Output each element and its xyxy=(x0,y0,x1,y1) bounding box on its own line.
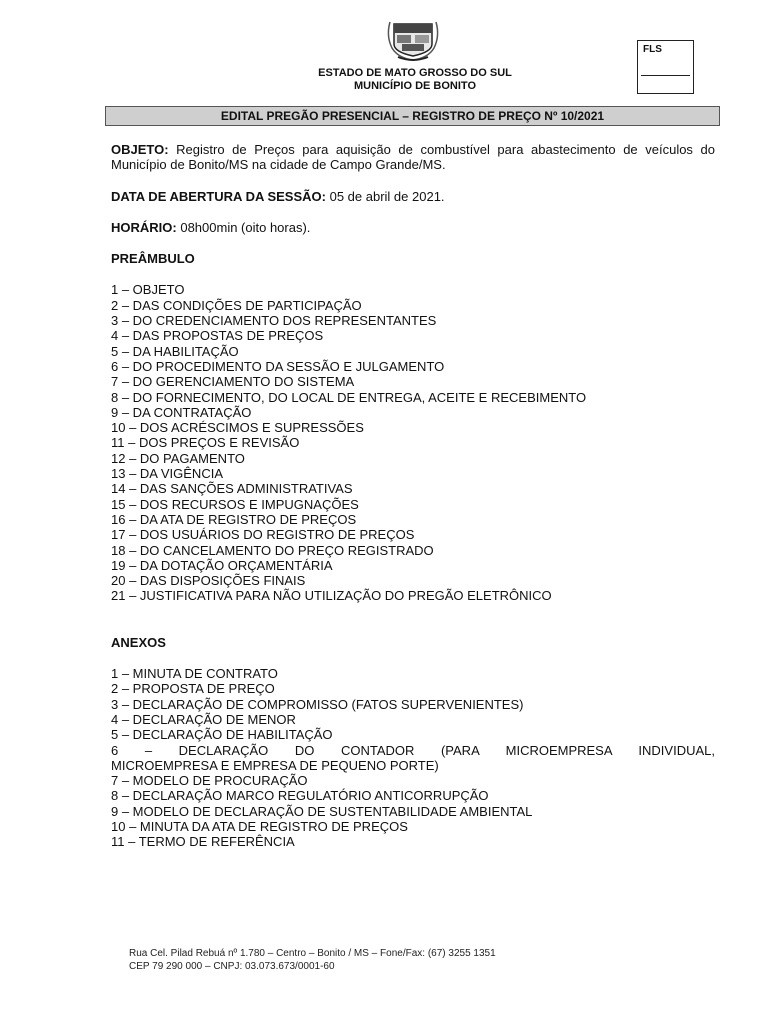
objeto-label: OBJETO: xyxy=(111,142,169,157)
list-item: 9 – DA CONTRATAÇÃO xyxy=(111,404,252,420)
municipal-coat-of-arms-icon xyxy=(384,14,442,64)
list-item: 11 – TERMO DE REFERÊNCIA xyxy=(111,834,295,850)
list-item: 20 – DAS DISPOSIÇÕES FINAIS xyxy=(111,573,306,589)
abertura-paragraph xyxy=(111,189,715,204)
list-item: 5 – DA HABILITAÇÃO xyxy=(111,343,239,359)
state-name: ESTADO DE MATO GROSSO DO SUL xyxy=(318,67,512,79)
footer-cep-cnpj: CEP 79 290 000 – CNPJ: 03.073.673/0001-60 xyxy=(129,961,335,972)
preambulo-list xyxy=(111,282,715,603)
list-item: 21 – JUSTIFICATIVA PARA NÃO UTILIZAÇÃO DO PREGÃO ELETRÔNICO xyxy=(111,588,552,604)
list-item: 16 – DA ATA DE REGISTRO DE PREÇOS xyxy=(111,511,357,527)
anexos-list xyxy=(111,666,715,850)
list-item-continuation: MICROEMPRESA E EMPRESA DE PEQUENO PORTE) xyxy=(111,757,439,773)
fls-signature-line xyxy=(641,75,690,76)
document-title: EDITAL PREGÃO PRESENCIAL – REGISTRO DE PREÇO Nº 10/2021 xyxy=(105,106,720,126)
fls-page-box xyxy=(637,40,694,94)
list-item: 4 – DECLARAÇÃO DE MENOR xyxy=(111,711,296,727)
list-item: 14 – DAS SANÇÕES ADMINISTRATIVAS xyxy=(111,481,353,497)
list-item: 19 – DA DOTAÇÃO ORÇAMENTÁRIA xyxy=(111,557,333,573)
list-item: 8 – DO FORNECIMENTO, DO LOCAL DE ENTREGA, ACEITE E RECEBIMENTO xyxy=(111,389,587,405)
list-item: 3 – DO CREDENCIAMENTO DOS REPRESENTANTES xyxy=(111,313,437,329)
horario-paragraph xyxy=(111,220,715,235)
list-item: 5 – DECLARAÇÃO DE HABILITAÇÃO xyxy=(111,727,333,743)
objeto-paragraph xyxy=(111,142,715,173)
list-item: 7 – MODELO DE PROCURAÇÃO xyxy=(111,773,308,789)
list-item: 15 – DOS RECURSOS E IMPUGNAÇÕES xyxy=(111,496,359,512)
objeto-text: Registro de Preços para aquisição de combustível para abastecimento de veículos do Município de Bonito/MS na cidade de Campo Grande/MS. xyxy=(111,142,715,173)
list-item: 12 – DO PAGAMENTO xyxy=(111,450,245,466)
list-item: 6 – DO PROCEDIMENTO DA SESSÃO E JULGAMENTO xyxy=(111,358,445,374)
list-item: 4 – DAS PROPOSTAS DE PREÇOS xyxy=(111,328,324,344)
list-item: 1 – MINUTA DE CONTRATO xyxy=(111,666,278,682)
list-item: 2 – PROPOSTA DE PREÇO xyxy=(111,681,275,697)
preambulo-title: PREÂMBULO xyxy=(111,251,195,267)
list-item: 9 – MODELO DE DECLARAÇÃO DE SUSTENTABILIDADE AMBIENTAL xyxy=(111,803,533,819)
list-item-line: 6 – DECLARAÇÃO DO CONTADOR (PARA MICROEMPRESA INDIVIDUAL, xyxy=(111,742,715,758)
list-item: 11 – DOS PREÇOS E REVISÃO xyxy=(111,435,300,451)
list-item: 18 – DO CANCELAMENTO DO PREÇO REGISTRADO xyxy=(111,542,434,558)
fls-label: FLS xyxy=(643,44,662,55)
list-item: 2 – DAS CONDIÇÕES DE PARTICIPAÇÃO xyxy=(111,297,362,313)
horario-text: 08h00min (oito horas). xyxy=(180,219,311,235)
footer-address: Rua Cel. Pilad Rebuá nº 1.780 – Centro – Bonito / MS – Fone/Fax: (67) 3255 1351 xyxy=(129,948,496,959)
list-item: 13 – DA VIGÊNCIA xyxy=(111,466,223,482)
municipality-name: MUNICÍPIO DE BONITO xyxy=(353,80,477,92)
anexos-title: ANEXOS xyxy=(111,634,166,650)
header-text xyxy=(250,67,580,93)
list-item: 7 – DO GERENCIAMENTO DO SISTEMA xyxy=(111,374,355,390)
horario-label: HORÁRIO: xyxy=(111,219,177,235)
list-item: 1 – OBJETO xyxy=(111,282,185,298)
list-item: 10 – DOS ACRÉSCIMOS E SUPRESSÕES xyxy=(111,420,364,436)
list-item: 10 – MINUTA DA ATA DE REGISTRO DE PREÇOS xyxy=(111,818,408,834)
list-item: 17 – DOS USUÁRIOS DO REGISTRO DE PREÇOS xyxy=(111,527,415,543)
document-body xyxy=(111,142,715,850)
page-footer xyxy=(129,947,496,973)
abertura-label: DATA DE ABERTURA DA SESSÃO: xyxy=(111,188,326,204)
list-item: 8 – DECLARAÇÃO MARCO REGULATÓRIO ANTICORRUPÇÃO xyxy=(111,788,489,804)
list-item: 3 – DECLARAÇÃO DE COMPROMISSO (FATOS SUPERVENIENTES) xyxy=(111,696,524,712)
abertura-text: 05 de abril de 2021. xyxy=(329,188,445,204)
